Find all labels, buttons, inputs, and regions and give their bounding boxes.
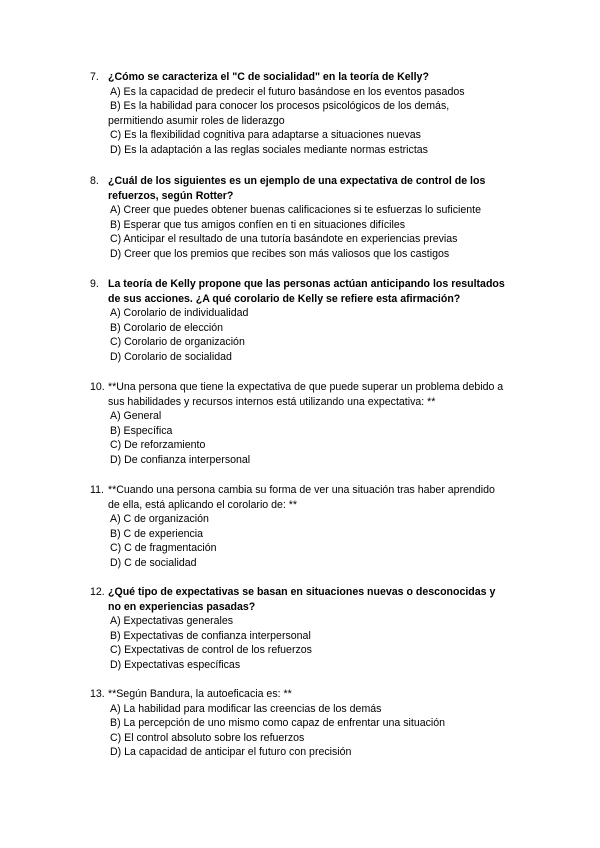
option-c: C) Corolario de organización xyxy=(110,336,245,349)
option-a: A) La habilidad para modificar las creencias de los demás xyxy=(110,702,382,715)
question-11 xyxy=(90,483,530,571)
option-c: C) Es la flexibilidad cognitiva para adaptarse a situaciones nuevas xyxy=(110,129,421,142)
option-b: B) La percepción de uno mismo como capaz de enfrentar una situación xyxy=(110,717,446,730)
option-a: A) Creer que puedes obtener buenas calificaciones si te esfuerzas lo suficiente xyxy=(110,204,481,217)
option-a: A) Expectativas generales xyxy=(110,615,234,628)
option-d: D) Corolario de socialidad xyxy=(110,350,232,363)
question-number: 9. xyxy=(90,278,99,290)
question-stem: ¿Cómo se caracteriza el "C de socialidad" en la teoría de Kelly? xyxy=(108,71,429,83)
option-d: D) De confianza interpersonal xyxy=(110,453,251,466)
option-b-continuation: permitiendo asumir roles de liderazgo xyxy=(108,114,285,127)
option-c: C) Expectativas de control de los refuerzos xyxy=(110,644,312,657)
option-c: C) C de fragmentación xyxy=(110,542,217,555)
question-number: 11. xyxy=(90,484,104,496)
question-stem-line-1: ¿Cuál de los siguientes es un ejemplo de una expectativa de control de los xyxy=(108,175,486,187)
option-b: B) Expectativas de confianza interpersonal xyxy=(110,629,311,642)
question-stem-line-1: La teoría de Kelly propone que las personas actúan anticipando los resultados xyxy=(108,278,505,290)
option-a: A) C de organización xyxy=(110,513,209,526)
option-d: D) Es la adaptación a las reglas sociales mediante normas estrictas xyxy=(110,143,428,156)
option-c: C) El control absoluto sobre los refuerzos xyxy=(110,731,305,744)
option-a: A) General xyxy=(110,410,162,423)
option-c: C) De reforzamiento xyxy=(110,439,206,452)
question-stem-line-1: **Una persona que tiene la expectativa de que puede superar un problema debido a xyxy=(108,381,504,393)
question-stem-line-2: no en experiencias pasadas? xyxy=(108,600,256,613)
question-stem-line-1: **Cuando una persona cambia su forma de ver una situación tras haber aprendido xyxy=(108,484,495,496)
question-13 xyxy=(90,687,530,760)
option-a: A) Es la capacidad de predecir el futuro basándose en los eventos pasados xyxy=(110,85,465,98)
option-c: C) Anticipar el resultado de una tutoría basándote en experiencias previas xyxy=(110,233,458,246)
option-b: B) Corolario de elección xyxy=(110,321,224,334)
question-number: 13. xyxy=(90,688,105,700)
option-d: D) C de socialidad xyxy=(110,556,197,569)
question-number: 7. xyxy=(90,71,99,83)
question-9 xyxy=(90,277,530,365)
question-stem-line-1: ¿Qué tipo de expectativas se basan en situaciones nuevas o desconocidas y xyxy=(108,586,496,598)
question-7 xyxy=(90,70,530,158)
question-stem-line-2: de ella, está aplicando el corolario de: ** xyxy=(108,498,298,511)
option-d: D) La capacidad de anticipar el futuro con precisión xyxy=(110,746,352,759)
question-number: 12. xyxy=(90,586,105,598)
option-b: B) Es la habilidad para conocer los procesos psicológicos de los demás, xyxy=(110,100,450,113)
question-number: 8. xyxy=(90,175,99,187)
question-12 xyxy=(90,585,530,673)
question-stem: **Según Bandura, la autoeficacia es: ** xyxy=(108,688,292,700)
option-b: B) Esperar que tus amigos confíen en ti en situaciones difíciles xyxy=(110,218,406,231)
option-d: D) Creer que los premios que recibes son más valiosos que los castigos xyxy=(110,247,450,260)
question-10 xyxy=(90,380,530,468)
option-b: B) C de experiencia xyxy=(110,527,204,540)
question-stem-line-2: refuerzos, según Rotter? xyxy=(108,189,234,202)
question-stem-line-2: sus habilidades y recursos internos está utilizando una expectativa: ** xyxy=(108,395,436,408)
question-stem-line-2: de sus acciones. ¿A qué corolario de Kelly se refiere esta afirmación? xyxy=(108,292,461,305)
option-a: A) Corolario de individualidad xyxy=(110,307,249,320)
option-d: D) Expectativas específicas xyxy=(110,658,241,671)
question-number: 10. xyxy=(90,381,105,393)
question-8 xyxy=(90,174,530,262)
option-b: B) Específica xyxy=(110,424,173,437)
